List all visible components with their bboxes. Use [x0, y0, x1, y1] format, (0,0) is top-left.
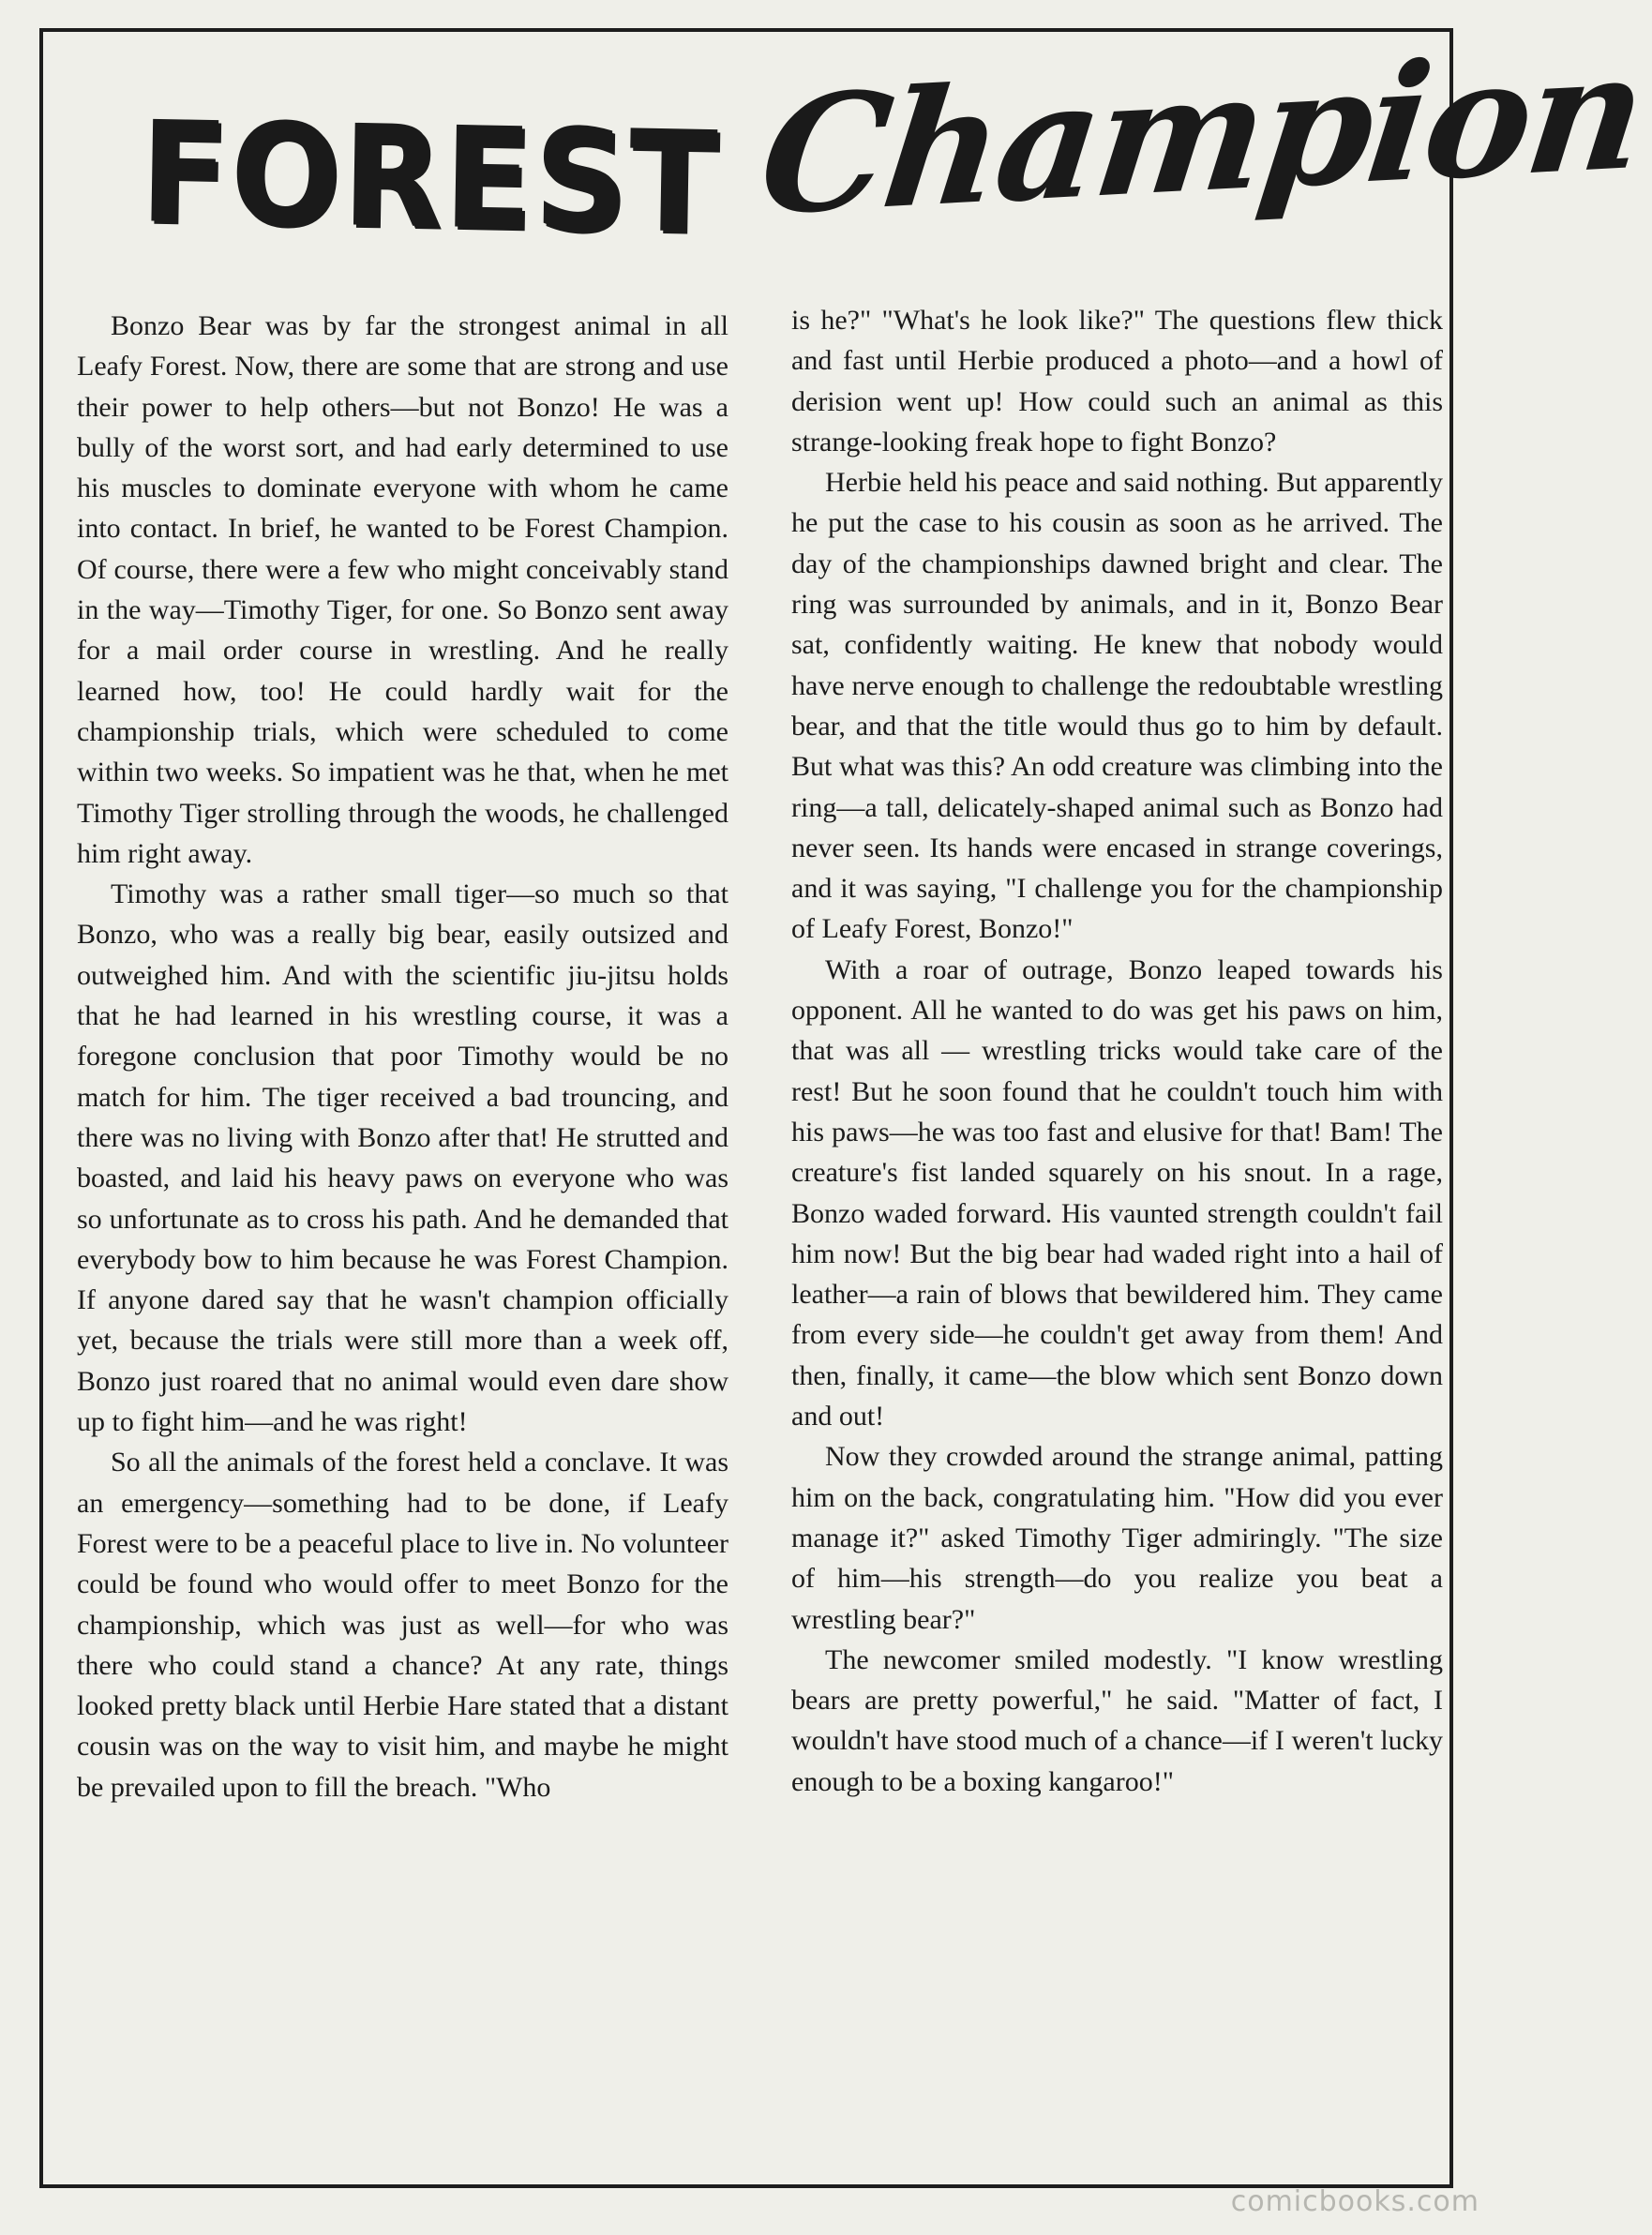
- paragraph: Bonzo Bear was by far the strongest animal in all Leafy Forest. Now, there are some that are strong and use their power to help others—but not Bonzo! He was a bully of the worst sort, and had early determined to use his muscles to dominate everyone with whom he came into contact. In brief, he wanted to be Forest Champion. Of course, there were a few who might conceivably stand in the way—Timothy Tiger, for one. So Bonzo sent away for a mail order course in wrestling. And he really learned how, too! He could hardly wait for the championship trials, which were scheduled to come within two weeks. So impatient was he that, when he met Timothy Tiger strolling through the woods, he challenged him right away.: [77, 310, 728, 869]
- title-champion: Champion: [751, 16, 1652, 252]
- paragraph: So all the animals of the forest held a conclave. It was an emergency—something had to be done, if Leafy Forest were to be a peaceful place to live in. No volunteer could be found who would offer to meet Bonzo for the championship, which was just as well—for who was there who could stand a chance? At any rate, things looked pretty black until Herbie Hare stated that a distant cousin was on the way to visit him, and maybe he might be prevailed upon to fill the breach. "Who: [77, 1447, 728, 1803]
- paragraph: Herbie held his peace and said nothing. But apparently he put the case to his cousin as soon as he arrived. The day of the championships dawned bright and clear. The ring was surrounded by animals, and in it, Bonzo Bear sat, confidently waiting. He knew that nobody would have nerve enough to challenge the redoubtable wrestling bear, and that the title would thus go to him by default. But what was this? An odd creature was climbing into the ring—a tall, delicately-shaped animal such as Bonzo had never seen. Its hands were encased in strange coverings, and it was saying, "I challenge you for the championship of Leafy Forest, Bonzo!": [791, 467, 1443, 945]
- watermark: comicbooks.com: [1230, 2185, 1479, 2218]
- left-column: [77, 306, 728, 1808]
- paragraph: Now they crowded around the strange animal, patting him on the back, congratulating him. "How did you ever manage it?" asked Timothy Tiger admiringly. "The size of him—his strength—do you realize you beat a wrestling bear?": [791, 1441, 1443, 1635]
- right-column: [791, 300, 1443, 1802]
- title-forest: FOREST: [139, 91, 721, 265]
- story-title: [43, 16, 1652, 302]
- paragraph: With a roar of outrage, Bonzo leaped towards his opponent. All he wanted to do was get his paws on him, that was all — wrestling tricks would take care of the rest! But he soon found that he couldn't touch him with his paws—he was too fast and elusive for that! Bam! The creature's fist landed squarely on his snout. In a rage, Bonzo waded forward. His vaunted strength couldn't fail him now! But the big bear had waded right into a hail of leather—a rain of blows that bewildered him. They came from every side—he couldn't get away from them! And then, finally, it came—the blow which sent Bonzo down and out!: [791, 953, 1443, 1432]
- paragraph: is he?" "What's he look like?" The questions flew thick and fast until Herbie produced a photo—and a howl of derision went up! How could such an animal as this strange-looking freak hope to fight Bonzo?: [791, 305, 1443, 458]
- story-frame: [39, 16, 1652, 2188]
- paragraph: The newcomer smiled modestly. "I know wrestling bears are pretty powerful," he said. "Matter of fact, I wouldn't have stood much of a chance—if I weren't lucky enough to be a boxing kangaroo!": [791, 1643, 1443, 1797]
- paragraph: Timothy was a rather small tiger—so much so that Bonzo, who was a really big bear, easily outsized and outweighed him. And with the scientific jiu-jitsu holds that he had learned in his wrestling course, it was a foregone conclusion that poor Timothy would be no match for him. The tiger received a bad trouncing, and there was no living with Bonzo after that! He strutted and boasted, and laid his heavy paws on everyone who was so unfortunate as to cross his path. And he demanded that everybody bow to him because he was Forest Champion. If anyone dared say that he wasn't champion officially yet, because the trials were still more than a week off, Bonzo just roared that no animal would even dare show up to fight him—and he was right!: [77, 878, 728, 1438]
